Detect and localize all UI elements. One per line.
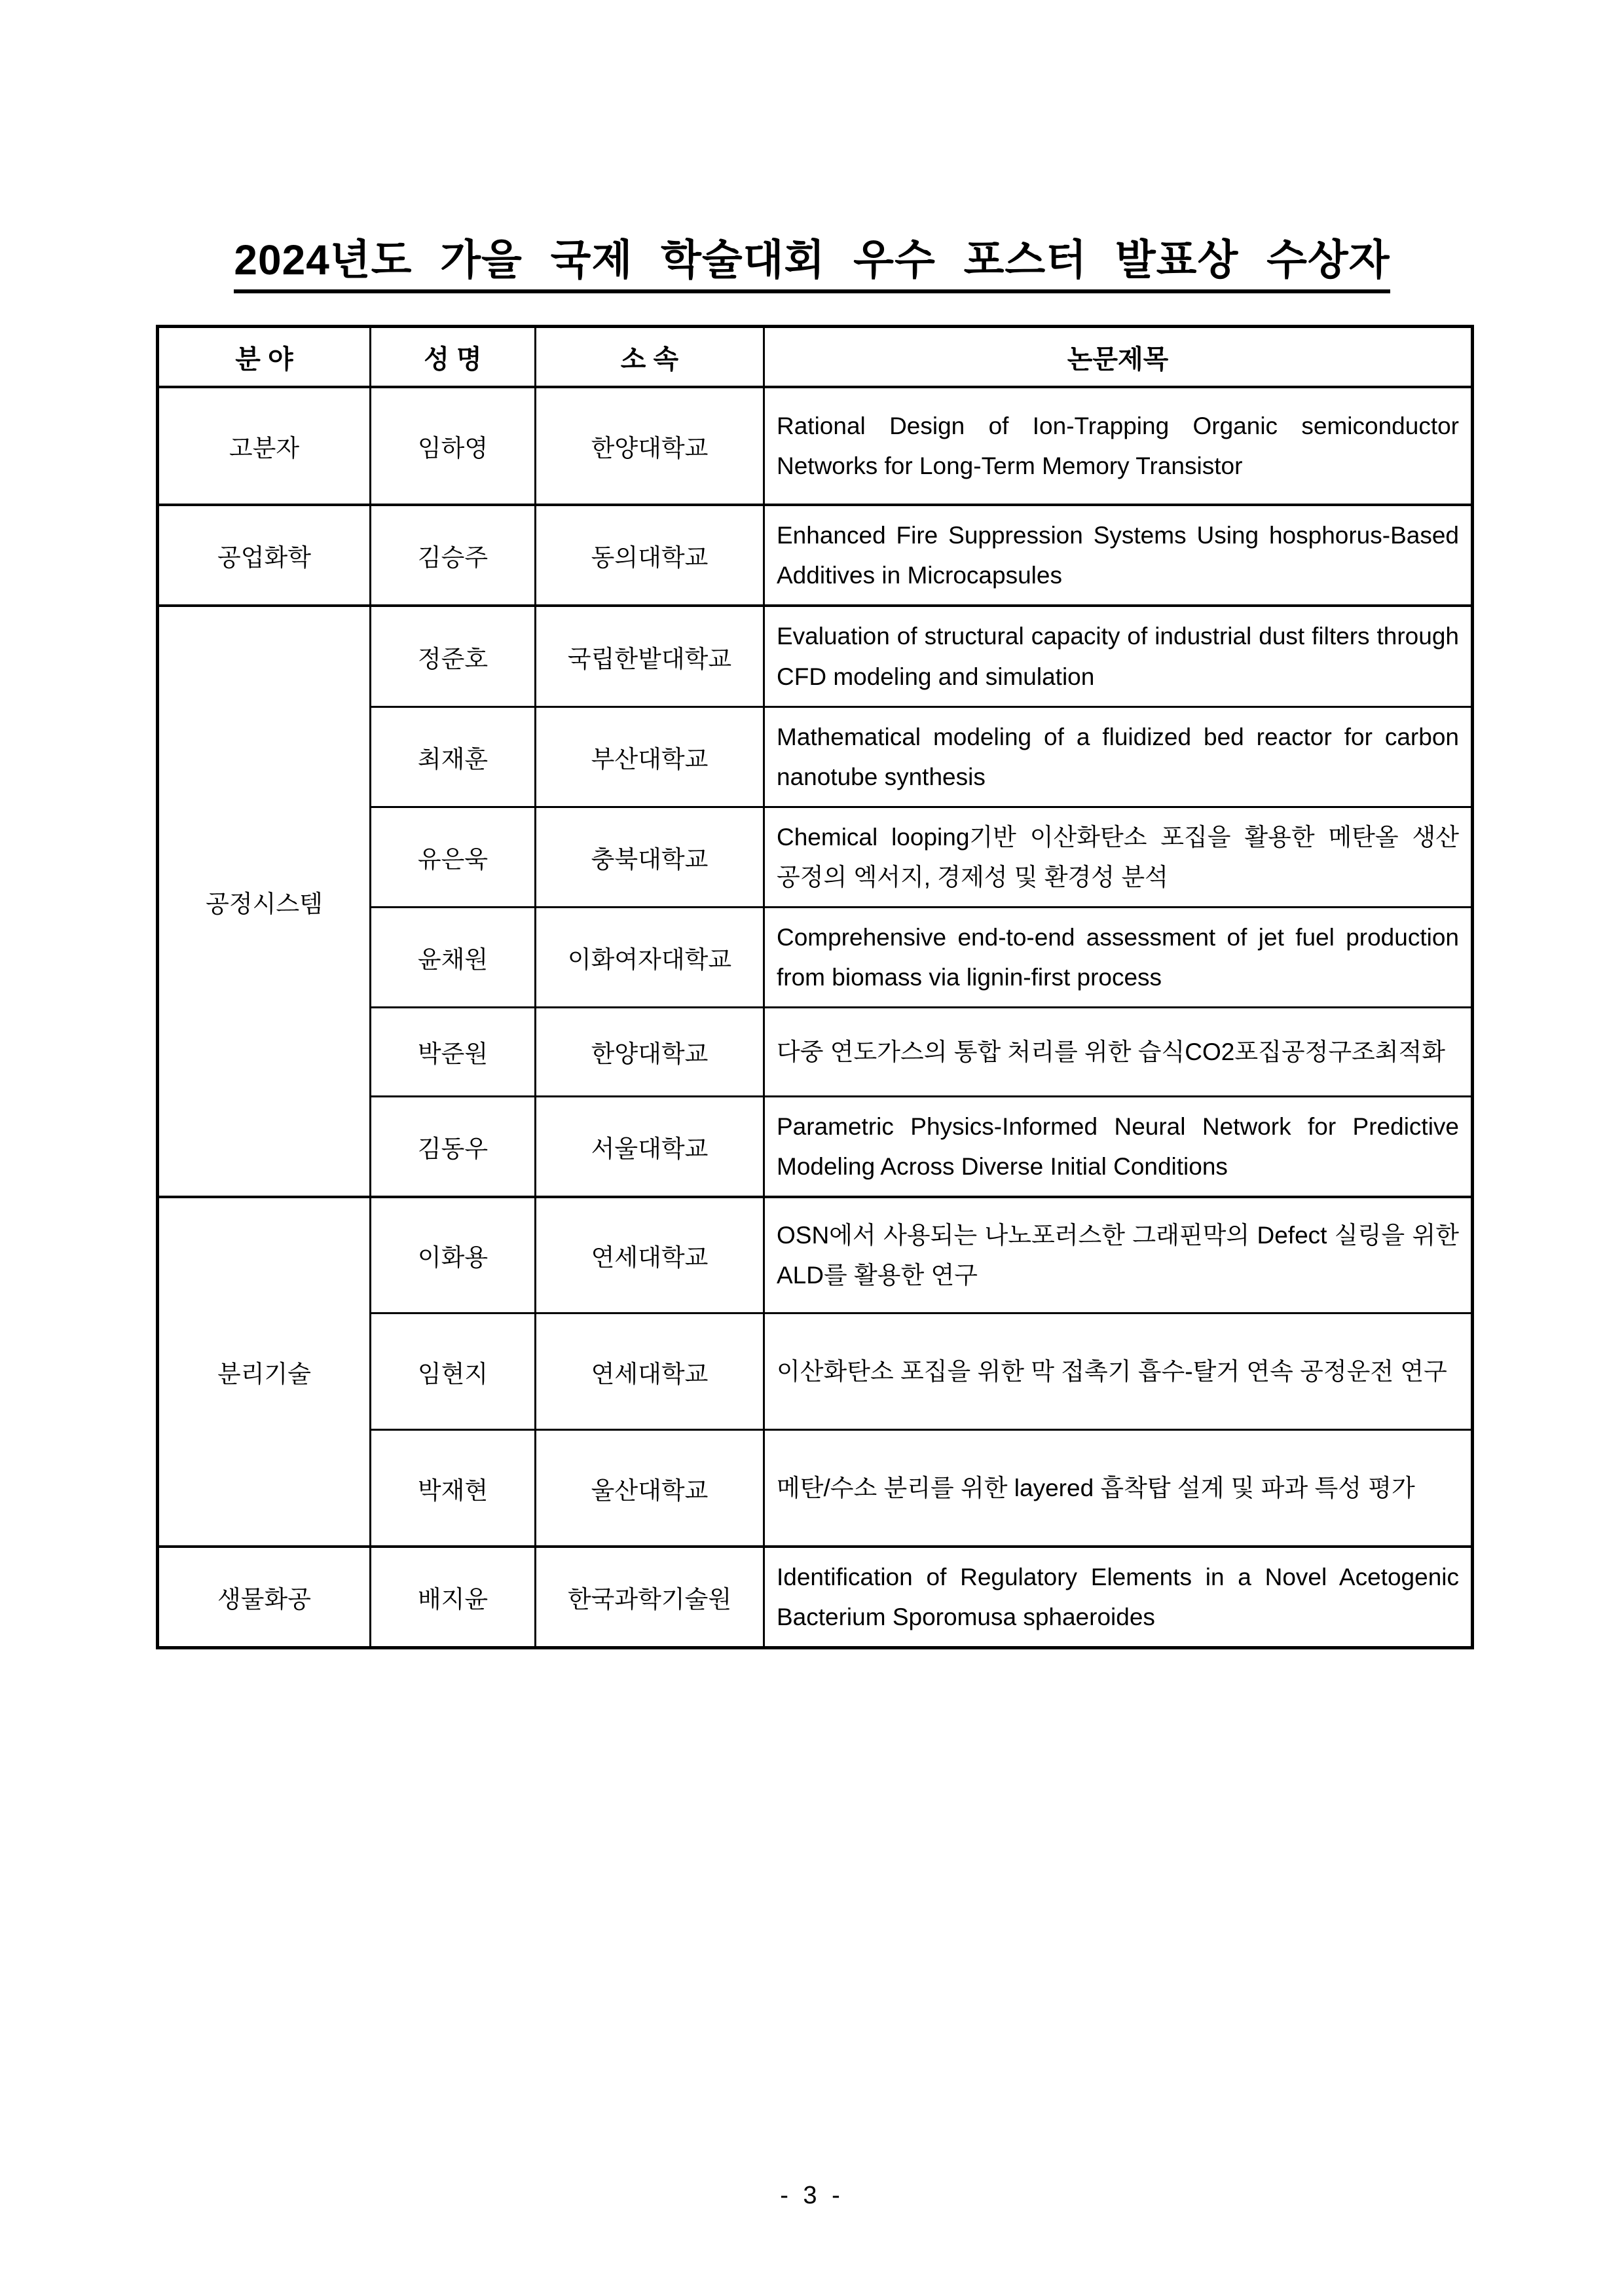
name-cell: 최재훈 <box>371 707 536 807</box>
paper-title-cell: Parametric Physics-Informed Neural Network for Predictive Modeling Across Diverse Initial Conditions <box>764 1096 1473 1197</box>
affiliation-cell: 동의대학교 <box>536 505 764 606</box>
affiliation-cell: 한양대학교 <box>536 387 764 505</box>
name-cell: 임현지 <box>371 1313 536 1430</box>
name-cell: 박재현 <box>371 1430 536 1547</box>
paper-title-cell: Rational Design of Ion-Trapping Organic semiconductor Networks for Long-Term Memory Transistor <box>764 387 1473 505</box>
col-header-affiliation: 소 속 <box>536 327 764 388</box>
affiliation-cell: 서울대학교 <box>536 1096 764 1197</box>
name-cell: 임하영 <box>371 387 536 505</box>
paper-title-cell: Chemical looping기반 이산화탄소 포집을 활용한 메탄올 생산 공정의 엑서지, 경제성 및 환경성 분석 <box>764 807 1473 907</box>
affiliation-cell: 한국과학기술원 <box>536 1547 764 1648</box>
affiliation-cell: 한양대학교 <box>536 1007 764 1096</box>
table-row <box>158 505 1473 606</box>
affiliation-cell: 이화여자대학교 <box>536 907 764 1007</box>
field-cell: 고분자 <box>158 387 371 505</box>
col-header-field: 분 야 <box>158 327 371 388</box>
name-cell: 유은욱 <box>371 807 536 907</box>
field-cell: 분리기술 <box>158 1197 371 1547</box>
paper-title-cell: 메탄/수소 분리를 위한 layered 흡착탑 설계 및 파과 특성 평가 <box>764 1430 1473 1547</box>
name-cell: 이화용 <box>371 1197 536 1313</box>
field-cell: 생물화공 <box>158 1547 371 1648</box>
table-row <box>158 1547 1473 1648</box>
affiliation-cell: 울산대학교 <box>536 1430 764 1547</box>
paper-title-cell: Identification of Regulatory Elements in a Novel Acetogenic Bacterium Sporomusa sphaeroides <box>764 1547 1473 1648</box>
affiliation-cell: 부산대학교 <box>536 707 764 807</box>
affiliation-cell: 국립한밭대학교 <box>536 606 764 707</box>
col-header-paper-title: 논문제목 <box>764 327 1473 388</box>
paper-title-cell: Enhanced Fire Suppression Systems Using hosphorus-Based Additives in Microcapsules <box>764 505 1473 606</box>
name-cell: 김승주 <box>371 505 536 606</box>
name-cell: 김동우 <box>371 1096 536 1197</box>
paper-title-cell: Mathematical modeling of a fluidized bed reactor for carbon nanotube synthesis <box>764 707 1473 807</box>
awards-table <box>156 325 1474 1649</box>
name-cell: 윤채원 <box>371 907 536 1007</box>
affiliation-cell: 충북대학교 <box>536 807 764 907</box>
table-row <box>158 1197 1473 1313</box>
affiliation-cell: 연세대학교 <box>536 1313 764 1430</box>
paper-title-cell: 다중 연도가스의 통합 처리를 위한 습식CO2포집공정구조최적화 <box>764 1007 1473 1096</box>
table-header-row <box>158 327 1473 388</box>
name-cell: 배지윤 <box>371 1547 536 1648</box>
name-cell: 정준호 <box>371 606 536 707</box>
title-section <box>0 0 1624 293</box>
table-row <box>158 606 1473 707</box>
paper-title-cell: OSN에서 사용되는 나노포러스한 그래핀막의 Defect 실링을 위한 ALD를 활용한 연구 <box>764 1197 1473 1313</box>
paper-title-cell: Comprehensive end-to-end assessment of jet fuel production from biomass via lignin-first process <box>764 907 1473 1007</box>
paper-title-cell: Evaluation of structural capacity of industrial dust filters through CFD modeling and simulation <box>764 606 1473 707</box>
field-cell: 공정시스템 <box>158 606 371 1196</box>
table-row <box>158 387 1473 505</box>
field-cell: 공업화학 <box>158 505 371 606</box>
page-number: - 3 - <box>780 2182 844 2209</box>
page-title: 2024년도 가을 국제 학술대회 우수 포스터 발표상 수상자 <box>234 237 1390 293</box>
name-cell: 박준원 <box>371 1007 536 1096</box>
affiliation-cell: 연세대학교 <box>536 1197 764 1313</box>
col-header-name: 성 명 <box>371 327 536 388</box>
paper-title-cell: 이산화탄소 포집을 위한 막 접촉기 흡수-탈거 연속 공정운전 연구 <box>764 1313 1473 1430</box>
